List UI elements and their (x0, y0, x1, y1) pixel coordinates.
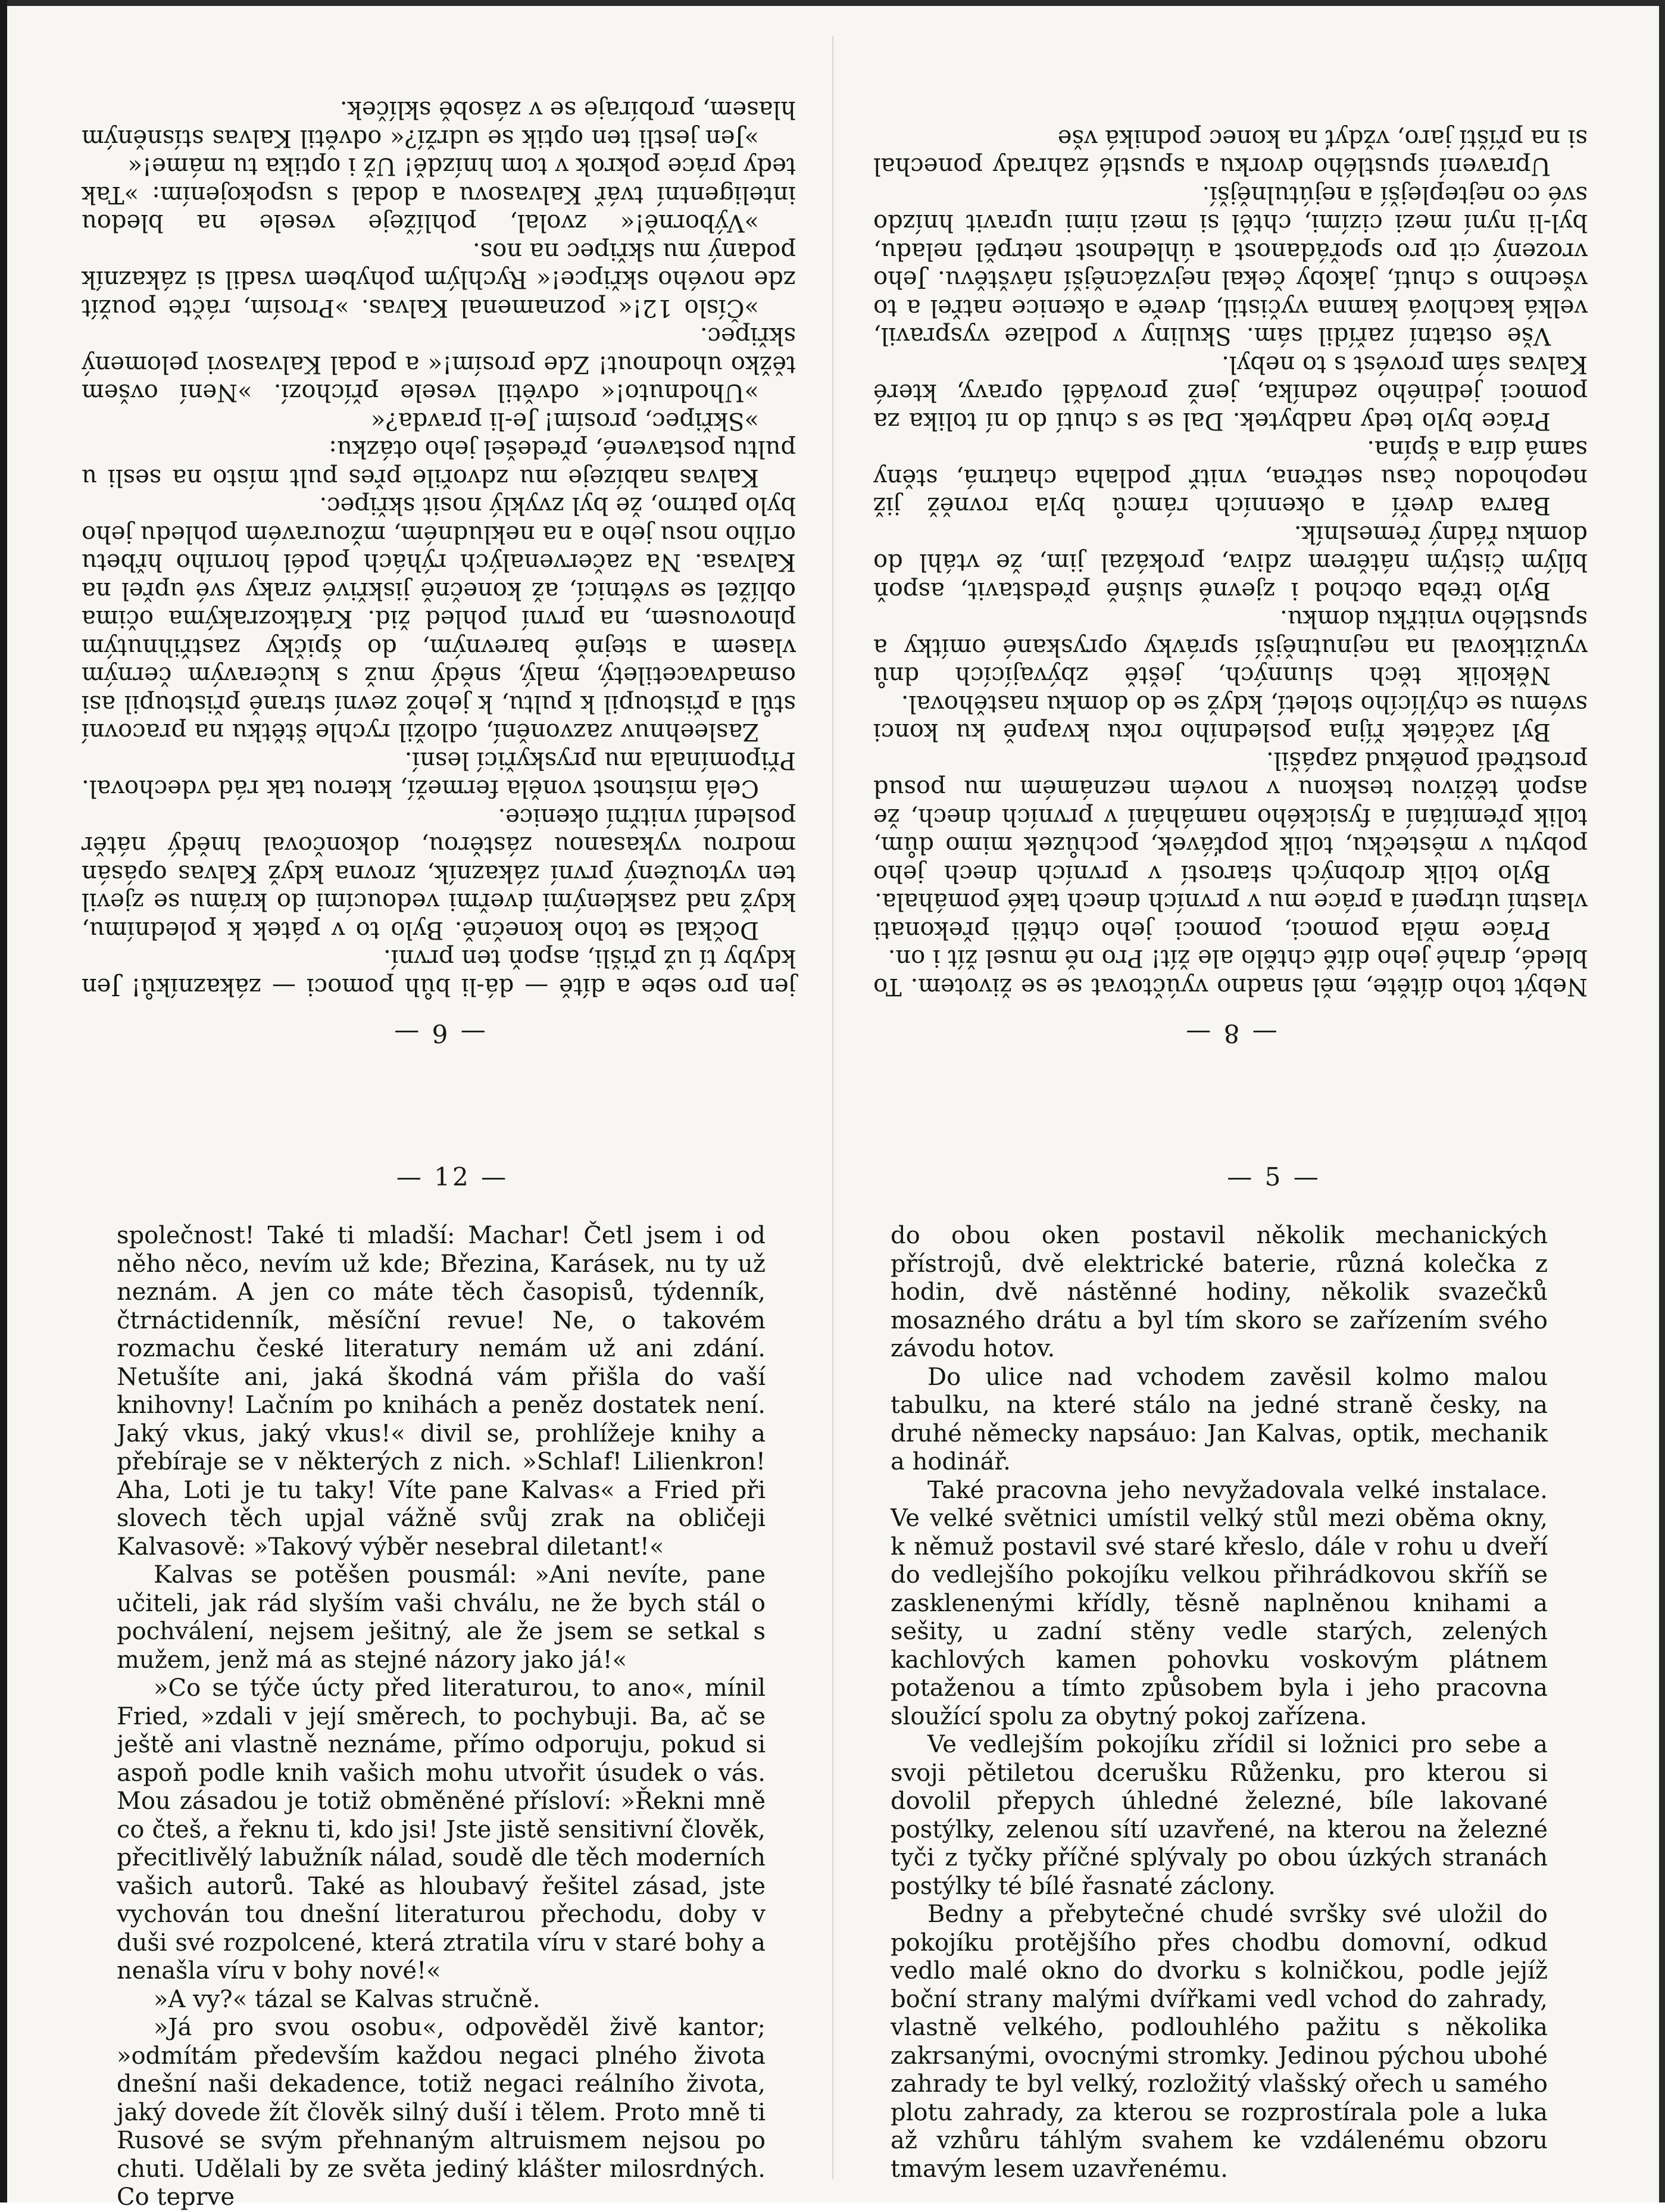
paragraph: společnost! Také ti mladší: Machar! Četl jsem i od něho něco, nevím už kde; Březina, Karásek, nu ty už neznám. A jen co máte těch časopisů, týdenník, čtrnáctidenník, měsíční revue! Ne, o takovém rozmachu české literatury nemám už ani zdání. Netušíte ani, jaká škodná vám přišla do vaší knihovny! Lačním po knihách a peněz dostatek není. Jaký vkus, jaký vkus!« divil se, prohlížeje knihy a přebíraje se v některých z nich. »Schlaf! Lilienkron! Aha, Loti je tu taky! Víte pane Kalvas« a Fried při slovech těch upjal vážně svůj zrak na obličeji Kalvasově: »Takový výběr nesebral diletant!« (117, 1222, 766, 1561)
paragraph: do obou oken postavil několik mechanických přístrojů, dvě elektrické baterie, různá kolečka z hodin, dvě nástěnné hodiny, několik svazečků mosazného drátu a byl tím skoro se zařízením svého závodu hotov. (891, 1222, 1548, 1362)
paragraph: Celá místnost voněla fermeží, kterou tak rád vdechoval. Připomínala mu pryskyřicí lesní. (82, 747, 796, 803)
page-number-8: — 8 — (1183, 1019, 1277, 1048)
page-number-12: — 12 — (396, 1162, 509, 1191)
page-number-6: — 6 — (392, 1019, 486, 1048)
paragraph: Ve vedlejším pokojíku zřídil si ložnici pro sebe a svoji pětiletou dcerušku Růženku, pro kterou si dovolil přepych úhledné železné, bíle lakované postýlky, zelenou sítí uzavřené, na kterou na železné tyči z tyčky příčné splývaly po obou úzkých stranách postýlky té bílé řasnaté záclony. (891, 1731, 1548, 1900)
paragraph: Vše ostatní zařídil sám. Skuliny v podlaze vyspravil, velká kachlová kamna vyčistil, dveře a okenice natřel a to všechno s chutí, jakoby čekal nejvzácnější návštěvu. Jeho vrozený cit pro spořádanost a úhlednost netrpěl neladu, byl-li nyní mezi cizími, chtěl si mezi nimi upravit hnízdo své co nejteplejší a nejútulnější. (873, 181, 1588, 350)
paragraph: »A vy?« tázal se Kalvas stručně. (154, 1985, 541, 2013)
paragraph: Kalvas se potěšen pousmál: »Ani nevíte, pane učiteli, jak rád slyším vaši chválu, ne že bych stál o pochválení, nejsem ješitný, ale že jsem se setkal s mužem, jenž má as stejné názory jako já!« (117, 1561, 766, 1674)
paragraph: Barva dveří a okenních rámců byla rovněž již nepohodou času setřena, vnitř podlaha chatrná, stěny samá díra a špína. (873, 435, 1588, 520)
paragraph: Také pracovna jeho nevyžadovala velké instalace. Ve velké světnici umístil velký stůl mezi oběma okny, k němuž postavil své staré křeslo, dále v rohu u dveří do vedlejšího pokojíku velkou přihrádkovou skříň se zasklenenými křídly, těsně naplněnou knihami a sešity, u zadní stěny vedle starých, zelených kachlových kamen pohovku voskovým plátnem potaženou a tímto způsobem byla i jeho pracovna sloužící spolu za obytný pokoj zařízena. (891, 1476, 1548, 1730)
paragraph: Bylo tolik drobných starostí v prvních dnech jeho pobytu v městečku, tolik popťávek, pochůzek mimo dům, tolik přemítání a fysického namáhání v prvních dnech, že aspoň těživou teskonu v novém neznámém mu posud prostředí poněkud zapášil. (873, 747, 1588, 887)
page-5-text (891, 1222, 1548, 2183)
paragraph: Práce bylo tedy nadbytek. Dal se s chutí do ní tolika za pomoci jediného zedníka, jenž prováděl opravy, které Kalvas sám provést s to nebyl. (873, 351, 1588, 435)
paragraph: Byl začátek října posledního roku kvapně ku konci svému se chýlícího století, když se do domku nastěhoval. (873, 690, 1588, 746)
page-number-5: — 5 — (1227, 1162, 1321, 1191)
page-6-text (82, 95, 796, 1000)
paragraph: jen pro sebe a dítě — dá-li bůh pomoci — zákazníků! Jen kdyby tí už přišli, aspoň ten první. (82, 944, 796, 1000)
paragraph: »Jen jestli ten optik se udrží?« odvětil Kalvas stísněným hlasem, probíraje se v zásobě sklíček. (82, 96, 796, 152)
paragraph: Do ulice nad vchodem zavěsil kolmo malou tabulku, na které stálo na jedné straně česky, na druhé německy napsáuo: Jan Kalvas, optik, mechanik a hodinář. (891, 1363, 1548, 1475)
paragraph: »Já pro svou osobu«, odpověděl živě kantor; »odmítám především každou negaci plného života dnešní naši dekadence, totiž negaci reálního života, jaký dovede žít člověk silný duší i tělem. Proto mně ti Rusové se svým přehnaným altruismem nejsou po chuti. Udělali by ze světa jediný klášter milosrdných. Co teprve (117, 2014, 766, 2211)
paragraph: »Uhodnuto!« odvětil vesele příchozí. »Není ovšem těžko uhodnout! Zde prosím!« a podal Kalvasovi pelomený skřipec. (82, 322, 796, 407)
paragraph: Kalvas nabízeje mu zdvořile přes pult místo na sesli u pultu postavené, předešel jeho otázku: (82, 435, 796, 491)
paragraph: Dočkal se toho konečně. Bylo to v pátek k polednímu, když nad zasklenými dveřmi vedoucími do krámu se zjevil ten vytoužený první zákazník, zrovna když Kalvas opásán modrou vykasanou zástěrou, dokončoval hnědý nátěr poslední vnitřní okenice. (82, 803, 796, 944)
page-8-text (873, 124, 1588, 1001)
upside-down-half (0, 0, 1665, 1084)
paragraph: »Skřipec, prosím! Je-li pravda?« (370, 407, 759, 435)
paragraph: Nebýt toho dítěte, měl snadno vyúčtovat se se životem. To bledé, drahé jeho dítě chtělo ale žít! Pro ně musel žít i on. (873, 944, 1588, 1000)
paragraph: Bylo třeba obchod i zjevně slušně představit, aspoň bílým čistým nátěrem zdiva, prokázal jim, že vtáhl do domku řádný řemeslník. (873, 520, 1588, 604)
paragraph: Zasleehnuv zazvonění, odložil rychle štětku na pracovní stůl a přistoupil k pultu, k jehož zevní straně přistoupil asi osmadvacetiletý, malý, snědý muž s kučeravým černým vlasem a stejně barevným, do špičky zastřihnutým plnovousem, na první pohled žid. Krátkozrakýma očima oblížel se světnicí, až konečně jiskřivé zraky své upřel na Kalvasa. Na začervenalých rýhách podél horního hřbetu orlího nosu jeho a na nekludném, mžouravém pohledu jeho bylo patrno, že byl zvyklý nosit skřipec. (82, 492, 796, 746)
paragraph: Bedny a přebytečné chudé svršky své uložil do pokojíku protějšího přes chodbu domovní, odkud vedlo malé okno do dvorku s kolničkou, podle jejíž boční strany malými dvířkami vedl vchod do zahrady, vlastně velkého, podlouhlého pažitu s několika zakrsanými, ovocnými stromky. Jedinou pýchou ubohé zahrady te byl velký, rozložitý vlašský ořech u samého plotu zahrady, za kterou se rozprostírala pole a luka až vzhůru táhlým svahem ke vzdálenému obzoru tmavým lesem uzavřenému. (891, 1901, 1548, 2183)
paragraph: »Výborně!« zvolal, pohlížeje vesele na bledou inteligentní tvář Kalvasovu a dodal s uspokojením: »Tak tedy práce pokrok v tom hnízdě! Už i optika tu máme!« (82, 152, 796, 237)
paragraph: »Co se týče úcty před literaturou, to ano«, mínil Fried, »zdali v její směrech, to pochybuji. Ba, ač se ještě ani vlastně neznáme, přímo odporuju, pokud si aspoň podle knih vašich mohu utvořit úsudek o vás. Mou zásadou je totiž obměněné přísloví: »Řekni mně co čteš, a řeknu ti, kdo jsi! Jste jistě sensitivní člověk, přecitlivělý labužník nálad, soudě dle těch moderních vašich autorů. Také as hloubavý řešitel zásad, jste vychován tou dnešní literaturou přechodu, doby v duši své rozpolcené, která ztratila víru v staré bohy a nenašla víru v bohy nové!« (117, 1674, 766, 1985)
paragraph: Několik těch slunných, ještě zbývajících dnů využitkoval na nejnutnější správky opryskané omítky a spustlého vnitřku domku. (873, 605, 1588, 690)
paragraph: »Číslo 12!« poznamenal Kalvas. »Prosím, ráčte použít zde nového skřipce!« Rychlým pohybem vsadil si zákazník podaný mu skřipec na nos. (82, 238, 796, 322)
page-12-text (117, 1222, 766, 2212)
paragraph: Práce měla pomoci, pomoci jeho chtěli překonati vlastní utrpení a práce mu v prvních dnech také pomáhala. (873, 888, 1588, 944)
paragraph: Upravení spustlého dvorku a spustlé zahrady ponechal si na příští jaro, vždyť na konec podniká vše (873, 124, 1588, 180)
